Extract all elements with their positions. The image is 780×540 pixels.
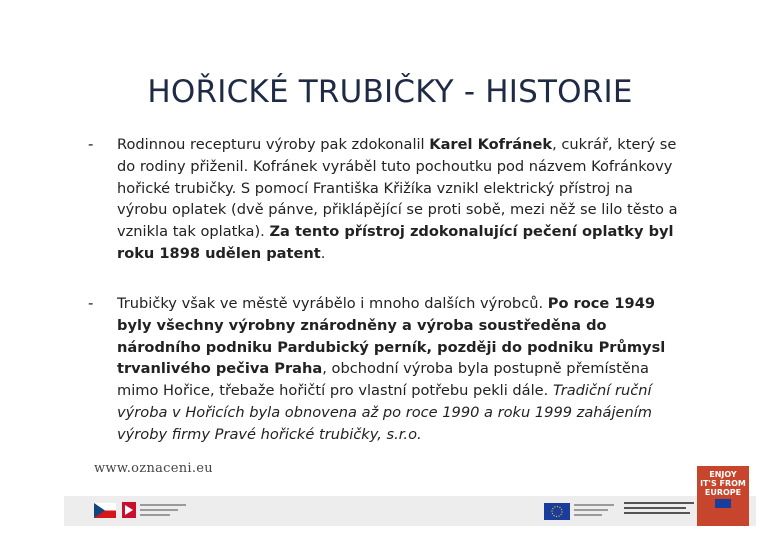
enjoy-europe-logo <box>697 466 749 526</box>
page-title: HOŘICKÉ TRUBIČKY - HISTORIE <box>147 74 633 110</box>
bullet-marker: - <box>88 294 94 312</box>
website-link[interactable]: www.oznaceni.eu <box>94 461 213 476</box>
ministry-logo-icon <box>122 502 136 518</box>
badge-line-2: IT'S FROM <box>700 479 746 488</box>
p1-name: Karel Kofránek <box>429 136 553 153</box>
eu-text-logo-icon <box>574 504 620 518</box>
footer-logo-strip <box>64 496 756 526</box>
p1-text-1: Rodinnou recepturu výroby pak zdokonalil <box>117 136 430 153</box>
bullet-marker: - <box>88 135 94 153</box>
p1-patent: Za tento přístroj zdokonalující pečení oplatky byl roku 1898 udělen patent <box>117 223 674 262</box>
p2-text-2: , obchodní výroba byla postupně přemístěna mimo Hořice, třebaže hořičtí pro vlastní potřebu pekli dále. <box>117 360 649 400</box>
badge-line-1: ENJOY <box>709 470 737 479</box>
p2-bold: Po roce 1949 byly všechny výrobny znárodněny a výroba soustředěna do národního podniku Pardubický perník, později do podniku Průmysl trvanlivého pečiva Praha <box>117 295 666 378</box>
paragraph-2 <box>117 293 687 446</box>
p2-text-1: Trubičky však ve městě vyrábělo i mnoho dalších výrobců. <box>117 295 548 312</box>
p1-text-2: , cukrář, který se do rodiny přiženil. Kofránek vyráběl tuto pochoutku pod názvem Kofránkovy hořické trubičky. S pomocí Františka Křižíka vznikl elektrický přístroj na výrobu oplatek (dvě pánve, přiklápějící se proti sobě, mezi něž se lilo těsto a vznikla tak oplatka). <box>117 136 678 241</box>
eu-support-text-icon <box>624 502 698 522</box>
paragraph-1 <box>117 134 687 265</box>
p1-text-3: . <box>320 244 326 262</box>
eu-flag-icon <box>544 503 570 520</box>
p2-italic: Tradiční ruční výroba v Hořicích byla obnovena až po roce 1990 a roku 1999 zahájením výroby firmy Pravé hořické trubičky, s.r.o. <box>117 382 653 443</box>
eu-badge-flag-icon <box>715 499 731 508</box>
badge-line-3: EUROPE <box>704 488 742 497</box>
czech-flag-icon <box>94 503 116 518</box>
ministry-logo-text-icon <box>140 504 190 517</box>
